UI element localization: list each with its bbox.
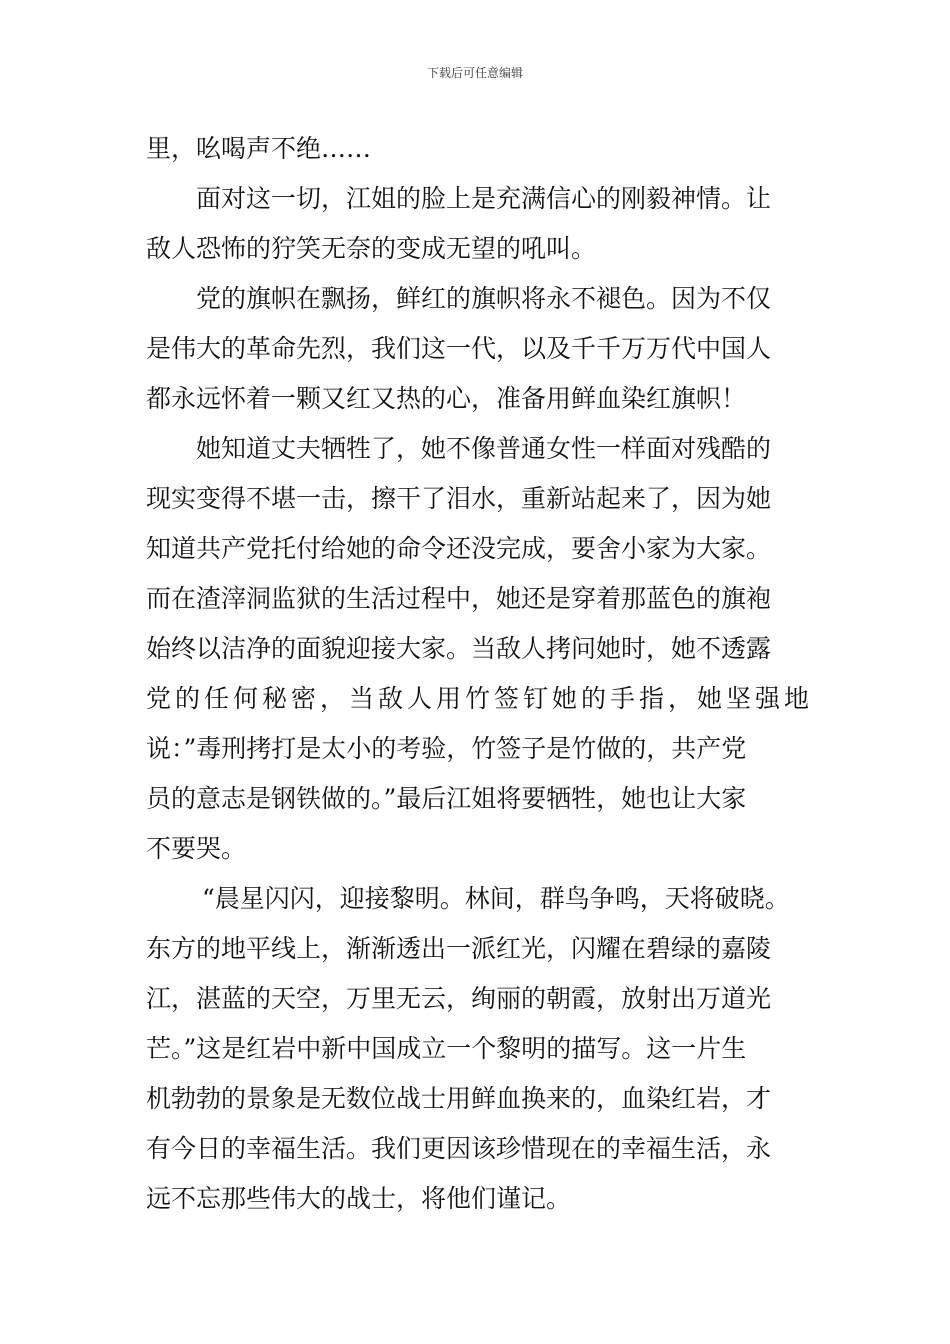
text-line: “晨星闪闪，迎接黎明。林间，群鸟争鸣，天将破晓。 [202,884,790,913]
text-line: 现实变得不堪一击，擦干了泪水，重新站起来了，因为她 [146,484,772,513]
text-line: 芒。”这是红岩中新中国成立一个黎明的描写。这一片生 [146,1034,747,1063]
text-line: 而在渣滓洞监狱的生活过程中，她还是穿着那蓝色的旗袍 [146,584,772,613]
text-line: 党的旗帜在飘扬，鲜红的旗帜将永不褪色。因为不仅 [196,284,772,313]
text-line: 她知道丈夫牺牲了，她不像普通女性一样面对残酷的 [196,434,772,463]
text-line: 敌人恐怖的狞笑无奈的变成无望的吼叫。 [146,234,597,263]
text-line: 都永远怀着一颗又红又热的心，准备用鲜血染红旗帜！ [146,384,747,413]
text-line: 有今日的幸福生活。我们更因该珍惜现在的幸福生活，永 [146,1134,772,1163]
text-line: 是伟大的革命先烈，我们这一代，以及千千万万代中国人 [146,334,772,363]
page-header-note: 下载后可任意编辑 [426,66,523,80]
text-line: 党的任何秘密，当敌人用竹签钉她的手指，她坚强地 [146,684,814,713]
text-line: 里，吆喝声不绝…… [146,134,372,163]
text-line: 知道共产党托付给她的命令还没完成，要舍小家为大家。 [146,534,772,563]
text-line: 面对这一切，江姐的脸上是充满信心的刚毅神情。让 [196,184,772,213]
text-line: 员的意志是钢铁做的。”最后江姐将要牺牲，她也让大家 [146,784,747,813]
text-line: 始终以洁净的面貌迎接大家。当敌人拷问她时，她不透露 [146,634,772,663]
text-line: 远不忘那些伟大的战士，将他们谨记。 [146,1184,572,1213]
text-line: 东方的地平线上，渐渐透出一派红光，闪耀在碧绿的嘉陵 [146,934,772,963]
text-line: 不要哭。 [146,834,247,863]
text-line: 机勃勃的景象是无数位战士用鲜血换来的，血染红岩，才 [146,1084,772,1113]
text-line: 江，湛蓝的天空，万里无云，绚丽的朝霞，放射出万道光 [146,984,772,1013]
text-line: 说：”毒刑拷打是太小的考验，竹签子是竹做的，共产党 [146,734,747,763]
document-body [146,132,826,1232]
